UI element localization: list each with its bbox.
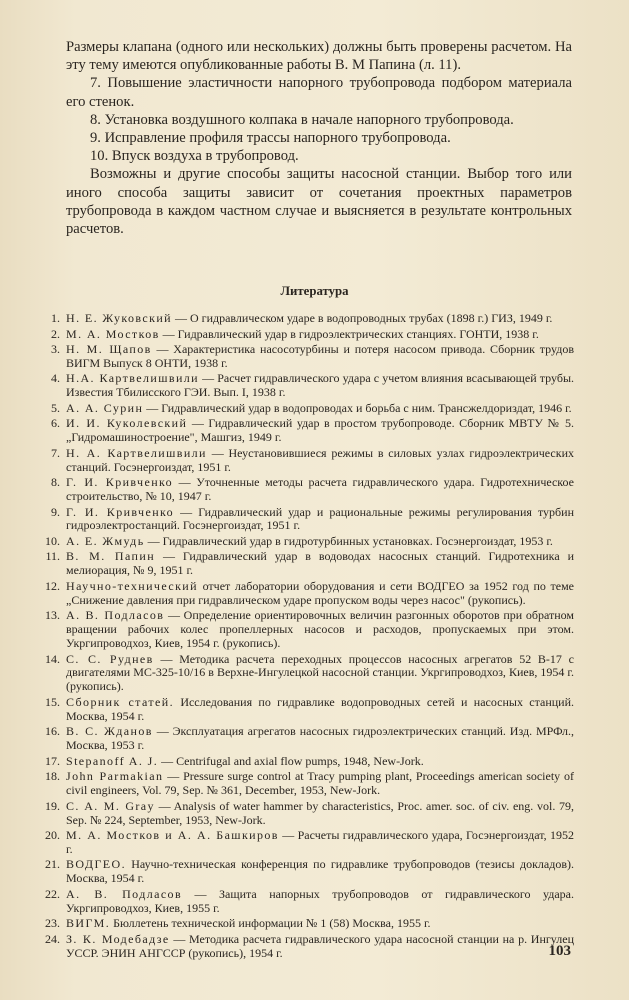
- reference-author: Г. И. Кривченко: [66, 504, 175, 519]
- reference-number: 14.: [45, 651, 60, 666]
- reference-item: [36, 829, 574, 857]
- reference-author: Научно-технический: [66, 578, 198, 593]
- reference-title: — Centrifugal and axial flow pumps, 1948, New-Jork.: [161, 753, 424, 768]
- reference-title: — Analysis of water hammer by characteristics, Proc. amer. soc. of civ. eng. vol. 79, Sep. № 224, September, 1953, New-Jork.: [66, 798, 574, 827]
- reference-text: [66, 609, 574, 651]
- reference-title: — Неустановившиеся режимы в силовых узлах гидроэлектрических станций. Госэнергоиздат, 1951 г.: [66, 445, 575, 474]
- paragraph: 7. Повышение эластичности напорного трубопровода подбором материала его стенок.: [66, 75, 572, 110]
- reference-title: — Характеристика насосотурбины и потеря насосом привода. Сборник трудов ВИГМ Выпуск 8 ОНТИ, 1938 г.: [66, 342, 574, 370]
- reference-author: ВОДГЕО.: [66, 857, 126, 872]
- reference-text: [66, 535, 574, 549]
- reference-item: [36, 917, 574, 931]
- reference-item: [36, 755, 574, 769]
- reference-number: 9.: [51, 504, 60, 519]
- reference-title: — Гидравлический удар и рациональные режимы регулирования турбин гидроэлектростанций. Госэнергоиздат, 1951 г.: [66, 504, 575, 533]
- reference-author: Н.А. Картвелишвили: [66, 371, 199, 386]
- reference-text: [66, 888, 574, 916]
- reference-text: [66, 550, 574, 578]
- reference-text: [66, 328, 574, 342]
- reference-author: Н. М. Щапов: [66, 342, 152, 356]
- reference-item: [36, 328, 574, 342]
- reference-text: [66, 402, 574, 416]
- reference-author: C. A. M. Gray: [66, 798, 155, 813]
- reference-item: [36, 696, 574, 724]
- reference-number: 16.: [45, 724, 60, 739]
- reference-number: 1.: [51, 311, 60, 325]
- page-number: 103: [548, 943, 571, 959]
- reference-text: [66, 933, 574, 961]
- reference-text: [66, 725, 574, 753]
- reference-number: 17.: [45, 753, 60, 768]
- reference-title: — Методика расчета гидравлического удара насосной станции на р. Ингулец УССР. ЭНИН АНГССР (рукопись), 1954 г.: [66, 931, 574, 960]
- reference-author: И. И. Куколевский: [66, 416, 188, 431]
- reference-number: 18.: [45, 769, 60, 784]
- reference-item: [36, 888, 574, 916]
- paragraph: 10. Впуск воздуха в трубопровод.: [90, 148, 299, 165]
- reference-item: [36, 653, 574, 695]
- reference-title: — Pressure surge control at Tracy pumping plant, Proceedings american society of civil engineers, Vol. 79, Sep. № 361, December, 1953, New-Jork.: [66, 769, 574, 798]
- reference-title: — Защита напорных трубопроводов от гидравлического удара. Укргипроводхоз, Киев, 1955 г.: [66, 886, 574, 915]
- paragraph: 9. Исправление профиля трассы напорного трубопровода.: [90, 130, 451, 147]
- reference-item: [36, 417, 574, 445]
- reference-author: А. В. Подласов: [66, 886, 183, 901]
- reference-item: [36, 933, 574, 961]
- reference-item: [36, 535, 574, 549]
- reference-item: [36, 506, 574, 534]
- literature-heading: Литература: [280, 284, 349, 298]
- reference-author: Н. Е. Жуковский: [66, 311, 172, 325]
- reference-title: — Расчет гидравлического удара с учетом влияния всасывающей трубы. Известия Тбилисского ГЭИ. Вып. I, 1938 г.: [66, 371, 575, 400]
- reference-title: — Уточненные методы расчета гидравлического удара. Гидротехническое строительство, № 10, 1947 г.: [66, 475, 574, 504]
- paragraph: 8. Установка воздушного колпака в начале напорного трубопровода.: [90, 111, 514, 128]
- reference-author: ВИГМ.: [66, 916, 111, 931]
- reference-number: 24.: [45, 931, 60, 946]
- reference-author: С. С. Руднев: [66, 651, 154, 666]
- reference-number: 20.: [45, 828, 60, 842]
- reference-item: [36, 580, 574, 608]
- reference-title: — Эксплуатация агрегатов насосных гидроэлектрических станций. Изд. МРФл., Москва, 1953 г.: [66, 724, 574, 753]
- reference-item: [36, 725, 574, 753]
- reference-title: — Методика расчета переходных процессов насосных агрегатов 52 В-17 с двигателями МС-325-10/16 в Верхне-Ингулецкой насосной станции. Укргипроводхоз, Киев, 1954 г. (рукопись).: [66, 651, 574, 694]
- reference-text: [66, 343, 574, 371]
- reference-author: М. А. Мостков и А. А. Башкиров: [66, 828, 279, 842]
- reference-author: Stepanoff A. J.: [66, 753, 159, 768]
- reference-item: [36, 770, 574, 798]
- reference-author: Г. И. Кривченко: [66, 475, 174, 490]
- reference-number: 10.: [45, 533, 60, 548]
- reference-author: А. В. Подласов: [66, 608, 165, 623]
- reference-author: В. М. Папин: [66, 549, 156, 564]
- reference-text: [66, 580, 574, 608]
- reference-number: 13.: [45, 608, 60, 623]
- reference-title: — Расчеты гидравлического удара, Госэнергоиздат, 1952 г.: [66, 828, 575, 856]
- reference-item: [36, 372, 574, 400]
- reference-list: [36, 312, 574, 962]
- reference-title: — Гидравлический удар в гидротурбинных установках. Госэнергоиздат, 1953 г.: [147, 533, 553, 548]
- reference-author: А. А. Сурин: [66, 400, 144, 415]
- reference-number: 6.: [51, 416, 60, 431]
- reference-text: [66, 653, 574, 695]
- reference-title: — Гидравлический удар в простом трубопроводе. Сборник МВТУ № 5. „Гидромашиностроение", Машгиз, 1949 г.: [66, 416, 574, 445]
- reference-text: [66, 506, 574, 534]
- reference-number: 2.: [51, 326, 60, 341]
- paragraph: Возможны и другие способы защиты насосной станции. Выбор того или иного способа защиты зависит от сочетания проектных параметров трубопровода в каждом частном случае и выясняется в результате контрольных расчетов.: [66, 166, 572, 238]
- paragraph: Размеры клапана (одного или нескольких) должны быть проверены расчетом. На эту тему имеются опубликованные работы В. М Папина (л. 11).: [66, 39, 572, 74]
- reference-author: Н. А. Картвелишвили: [66, 445, 207, 460]
- reference-text: [66, 858, 574, 886]
- reference-author: А. Е. Жмудь: [66, 533, 145, 548]
- reference-title: — Гидравлический удар в водоводах насосных станций. Гидротехника и мелиорация, № 9, 1951 г.: [66, 549, 574, 578]
- reference-number: 15.: [45, 694, 60, 709]
- reference-author: М. А. Мостков: [66, 326, 160, 341]
- reference-number: 3.: [51, 342, 60, 356]
- reference-item: [36, 550, 574, 578]
- reference-number: 11.: [45, 549, 60, 564]
- reference-number: 12.: [45, 578, 60, 593]
- reference-text: [66, 917, 574, 931]
- reference-text: [66, 447, 574, 475]
- reference-number: 22.: [45, 886, 60, 901]
- reference-item: [36, 858, 574, 886]
- reference-title: — Гидравлический удар в водопроводах и борьба с ним. Трансжелдориздат, 1946 г.: [146, 400, 572, 415]
- reference-text: [66, 770, 574, 798]
- reference-text: [66, 312, 574, 326]
- reference-number: 5.: [51, 400, 60, 415]
- reference-item: [36, 402, 574, 416]
- reference-text: [66, 755, 574, 769]
- reference-text: [66, 829, 574, 857]
- reference-item: [36, 800, 574, 828]
- reference-author: John Parmakian: [66, 769, 164, 784]
- reference-title: — Определение ориентировочных величин разгонных оборотов при обратном вращении рабочих колес пропеллерных насосов и расходов, пропускаемых при этом. Укргипроводхоз, Киев, 1954 г. (рукопись).: [66, 608, 574, 651]
- reference-item: [36, 447, 574, 475]
- reference-title: Бюллетень технической информации № 1 (58) Москва, 1955 г.: [113, 916, 431, 931]
- reference-item: [36, 343, 574, 371]
- body-text: [66, 38, 572, 238]
- reference-item: [36, 476, 574, 504]
- reference-number: 4.: [51, 371, 60, 386]
- reference-author: Сборник статей.: [66, 694, 174, 709]
- reference-title: — О гидравлическом ударе в водопроводных трубах (1898 г.) ГИЗ, 1949 г.: [174, 311, 553, 325]
- reference-text: [66, 800, 574, 828]
- reference-text: [66, 417, 574, 445]
- reference-title: отчет лаборатории оборудования и сети ВОДГЕО за 1952 год по теме „Снижение давления при гидравлическом ударе пропуском воды через насос" (рукопись).: [66, 578, 574, 607]
- reference-title: — Гидравлический удар в гидроэлектрических станциях. ГОНТИ, 1938 г.: [162, 326, 539, 341]
- reference-text: [66, 696, 574, 724]
- reference-number: 21.: [45, 857, 60, 872]
- reference-author: В. С. Жданов: [66, 724, 153, 739]
- reference-text: [66, 372, 574, 400]
- reference-title: Научно-техническая конференция по гидравлике трубопроводов (тезисы докладов). Москва, 1954 г.: [66, 857, 575, 886]
- reference-item: [36, 312, 574, 326]
- reference-author: З. К. Модебадзе: [66, 931, 170, 946]
- reference-number: 7.: [51, 445, 60, 460]
- reference-text: [66, 476, 574, 504]
- reference-number: 19.: [45, 798, 60, 813]
- reference-number: 8.: [51, 475, 60, 490]
- reference-number: 23.: [45, 916, 60, 931]
- reference-item: [36, 609, 574, 651]
- reference-title: Исследования по гидравлике водопроводных сетей и насосных станций. Москва, 1954 г.: [66, 694, 575, 723]
